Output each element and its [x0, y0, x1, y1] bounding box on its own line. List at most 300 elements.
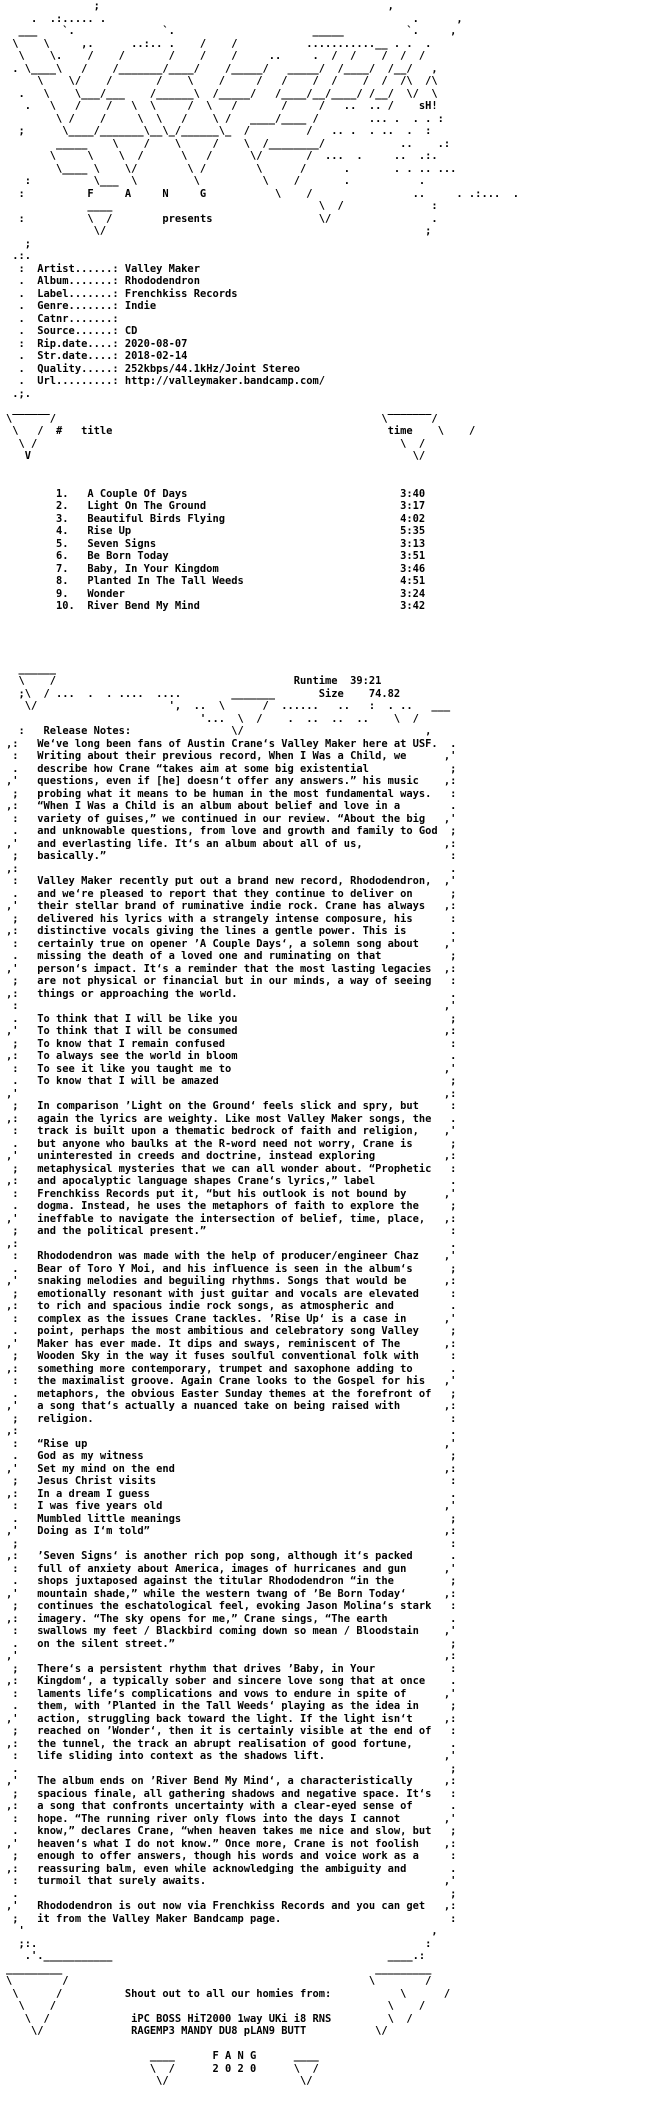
ascii-art: \ / [6, 2062, 213, 2075]
ascii-art: . [437, 1675, 457, 1687]
ascii-art: \ / \ / [6, 1975, 432, 1987]
ascii-art [6, 525, 56, 537]
release-notes-line: heaven‘s what I do not know.” Once more, Crane is not foolish [37, 1837, 438, 1850]
ascii-art: : [6, 1000, 38, 1012]
release-notes-line: missing the death of a loved one and ruminating on that [37, 950, 438, 962]
track-number: 5. [56, 537, 88, 550]
release-notes-line: In comparison ’Light on the Ground‘ feels slick and spry, but [37, 1100, 438, 1112]
ascii-art: : [6, 725, 44, 737]
ascii-art: ;\ / ... . . .... .... _______ Size [6, 687, 369, 700]
ascii-art: \ / \ / [6, 2000, 426, 2012]
release-notes-line: basically.” [37, 850, 438, 862]
ascii-art: ,: [437, 1087, 457, 1100]
tracklist-title-header: title [81, 425, 332, 437]
ascii-art: _________ _________ [6, 1962, 432, 1975]
ascii-art: ,: [6, 1050, 38, 1062]
ascii-art: ,: [437, 1837, 457, 1850]
ascii-art: ____ \ / : [6, 200, 438, 212]
ascii-art: ,' [437, 1312, 457, 1325]
ascii-art: ,' [6, 1400, 38, 1412]
ascii-art: . \____\ / /_______/____/ /_____/ _____/ /____/ /__/ , [6, 62, 438, 75]
ascii-art: ,' [6, 1462, 38, 1475]
ascii-art: \ / \ / [6, 437, 426, 450]
ascii-art: ,: [6, 800, 38, 812]
tracklist-time-header: time [387, 425, 413, 437]
ascii-art: \/ . [212, 212, 438, 225]
release-notes-line: I was five years old [37, 1500, 438, 1512]
ascii-art: ; [437, 1450, 457, 1462]
ascii-art: ,' [6, 1150, 38, 1162]
ascii-art: . [437, 1050, 457, 1062]
ascii-art: ,' [437, 1750, 457, 1762]
release-notes-line: and everlasting life. It‘s an album about all of us, [37, 837, 438, 850]
track-title: A Couple Of Days [87, 487, 401, 500]
ascii-art: ,: [437, 962, 457, 975]
release-notes-line: life sliding into context as the shadows lift. [37, 1750, 438, 1762]
ascii-art: . [437, 737, 457, 750]
ascii-art: : [437, 1600, 457, 1612]
ascii-art: ; [437, 1012, 457, 1025]
release-notes-line: To know that I will be amazed [37, 1075, 438, 1087]
ascii-art: ; [6, 1725, 38, 1737]
release-notes-line: religion. [37, 1412, 438, 1425]
ascii-art: . [6, 1137, 38, 1150]
ascii-art: \ / .. . .:... . [206, 187, 519, 200]
release-notes-line: shops juxtaposed against the titular Rhododendron “in the [37, 1575, 438, 1587]
ascii-art: : [437, 1787, 457, 1800]
ascii-art: ,' [437, 937, 457, 950]
ascii-art: \/ ', .. \ / ...... .. : . .. ___ [6, 700, 451, 712]
ascii-art: . [437, 1862, 457, 1875]
ascii-art: : [6, 1375, 38, 1387]
ascii-art: . [6, 1700, 38, 1712]
ascii-art: ; [6, 1912, 38, 1925]
ascii-art: : [6, 1687, 38, 1700]
ascii-art: ; [6, 787, 38, 800]
ascii-art: ,' [6, 962, 38, 975]
ascii-art: : [437, 1850, 457, 1862]
ascii-art: . [437, 1800, 457, 1812]
ascii-art: : [6, 1750, 38, 1762]
footer-year: 2 0 2 0 [212, 2062, 257, 2075]
ascii-art: . [6, 1387, 38, 1400]
release-notes-line: metaphysical mysteries that we can all wonder about. “Prophetic [37, 1162, 438, 1175]
track-time: 5:35 [400, 525, 426, 537]
ascii-art: ; [437, 1512, 457, 1525]
ascii-art: . [6, 1887, 38, 1900]
ascii-art: \ / [256, 2062, 319, 2075]
ascii-art: . [6, 1637, 38, 1650]
ascii-art: ; [6, 975, 38, 987]
release-notes-line [37, 863, 437, 875]
ascii-art: \ / [6, 425, 57, 437]
release-notes-title: Release Notes: [43, 725, 132, 737]
footer-group: F A N G [212, 2050, 257, 2062]
ascii-art: ; [437, 1637, 457, 1650]
release-notes-line: point, perhaps the most ambitious and celebratory song Valley [37, 1325, 438, 1337]
ascii-art: ,' [6, 1025, 38, 1037]
ascii-art: : [6, 1562, 38, 1575]
ascii-art: ,' [437, 1687, 457, 1700]
release-notes-line: and apocalyptic language shapes Crane‘s lyrics,” label [37, 1175, 438, 1187]
ascii-art: ; [437, 950, 457, 962]
ascii-art: . [437, 1550, 457, 1562]
ascii-art: \/ \/ [6, 2075, 313, 2087]
release-notes-line: Mumbled little meanings [37, 1512, 438, 1525]
ascii-art: ,: [6, 1487, 38, 1500]
track-title: River Bend My Mind [87, 600, 401, 612]
track-number: 7. [56, 562, 88, 575]
ascii-art: ,: [437, 1400, 457, 1412]
ascii-art: : \ / [6, 212, 163, 225]
ascii-art: . [6, 762, 38, 775]
ascii-art [6, 588, 56, 600]
ascii-art: ,: [6, 737, 38, 750]
ascii-art: . [437, 1487, 457, 1500]
track-title: Rise Up [87, 525, 401, 537]
ascii-art: ,: [437, 1900, 457, 1912]
ascii-art: ,' [6, 1587, 38, 1600]
ascii-art: . [6, 375, 38, 387]
track-number: 10. [56, 600, 88, 612]
ascii-art: . [6, 1762, 38, 1775]
ascii-art: : \___ \ \ \ / . . [6, 175, 426, 187]
track-time: 3:42 [400, 600, 426, 612]
ascii-art: \____ \ \/ \ / \ / . . . .. ... [6, 162, 457, 175]
release-notes-line: emotionally resonant with just guitar and vocals are elevated [37, 1287, 438, 1300]
ascii-art: \ \/ / / \ / / / / / / / /\ /\ [6, 75, 438, 87]
ascii-art: : [437, 1287, 457, 1300]
release-notes-line: metaphors, the obvious Easter Sunday themes at the forefront of [37, 1387, 438, 1400]
ascii-art: ; [437, 825, 457, 837]
release-notes-line: reassuring balm, even while acknowledging the ambiguity and [37, 1862, 438, 1875]
release-notes-line: imagery. “The sky opens for me,” Crane sings, “The earth [37, 1612, 438, 1625]
release-notes-line: snaking melodies and beguiling rhythms. Songs that would be [37, 1275, 438, 1287]
ascii-art: . [437, 1612, 457, 1625]
ascii-art: ,: [437, 1525, 457, 1537]
meta-label-artist: Artist......: [37, 262, 125, 275]
ascii-art: ,: [437, 1275, 457, 1287]
ascii-art: ; [6, 1475, 38, 1487]
ascii-art [6, 513, 56, 525]
track-number: 8. [56, 575, 88, 587]
release-notes-line: again the lyrics are weighty. Like most Valley Maker songs, the [37, 1112, 438, 1125]
ascii-art: ,' [437, 1437, 457, 1450]
ascii-art: ; [6, 850, 38, 862]
ascii-art: ; [6, 1412, 38, 1425]
release-notes-line: To think that I will be consumed [37, 1025, 438, 1037]
ascii-art: ; [437, 1825, 457, 1837]
release-notes-line: are not physical or financial but in our minds, a way of seeing [37, 975, 438, 987]
ascii-art: ,' [437, 1125, 457, 1137]
ascii-art: \‾‾‾‾‾‾/ \‾‾‾‾‾‾‾/ [6, 412, 438, 425]
release-notes-line: hope. “The running river only flows into the days I cannot [37, 1812, 438, 1825]
ascii-art: .;. [6, 387, 32, 400]
ascii-art: . [437, 800, 457, 812]
ascii-art: ,: [6, 1737, 38, 1750]
release-notes-line: Wooden Sky in the way it fuses soulful conventional folk with [37, 1350, 438, 1362]
ascii-art: ,' [6, 1525, 38, 1537]
ascii-art: ,: [437, 1650, 457, 1662]
release-notes-line: probing what it means to be human in the most fundamental ways. [37, 787, 438, 800]
release-notes-line: In a dream I guess [37, 1487, 438, 1500]
ascii-art: ,: [6, 1237, 38, 1250]
release-notes-line: know,” declares Crane, “when heaven takes me nice and slow, but [37, 1825, 438, 1837]
meta-label-source: Source......: [37, 325, 125, 337]
ascii-art: . [437, 1175, 457, 1187]
ascii-art: . [6, 1325, 38, 1337]
ascii-art: ,' [6, 775, 38, 787]
ascii-art: ,' [6, 1275, 38, 1287]
ascii-art: ,' [437, 1250, 457, 1262]
ascii-art: . [6, 1012, 38, 1025]
ascii-art: ,: [6, 1425, 38, 1437]
ascii-art: : [437, 1537, 457, 1550]
ascii-art [6, 575, 56, 587]
ascii-art: ; [6, 1850, 38, 1862]
release-notes-line: something more contemporary, trumpet and saxophone adding to [37, 1362, 438, 1375]
release-notes-line [37, 1425, 437, 1437]
tag-text: sH! [418, 100, 438, 112]
ascii-art: ,: [6, 862, 38, 875]
meta-url: http://valleymaker.bandcamp.com/ [124, 375, 326, 387]
track-time: 3:51 [400, 550, 426, 562]
release-notes-line: things or approaching the world. [37, 987, 438, 1000]
ascii-art: . [6, 1450, 38, 1462]
ascii-art: ; [437, 762, 457, 775]
release-notes-line [37, 1088, 437, 1100]
ascii-art: . [6, 1575, 38, 1587]
ascii-art: ,' [437, 812, 457, 825]
meta-quality: 252kbps/44.1kHz/Joint Stereo [124, 362, 301, 375]
ascii-art: ,: [6, 1300, 38, 1312]
release-notes-line: complex as the issues Crane tackles. ’Rise Up‘ is a case in [37, 1312, 438, 1325]
ascii-art: : [437, 1662, 457, 1675]
ascii-art: . [6, 325, 38, 337]
ascii-art: ; [6, 1287, 38, 1300]
ascii-art: ; [437, 1887, 457, 1900]
track-number: 3. [56, 512, 88, 525]
release-notes-line: Kingdom‘, a typically sober and sincere love song that at once [37, 1675, 438, 1687]
ascii-art: ,: [437, 1150, 457, 1162]
release-notes-line: ’Seven Signs‘ is another rich pop song, although it‘s packed [37, 1550, 438, 1562]
release-notes-line: describe how Crane “takes aim at some big existential [37, 762, 438, 775]
release-notes-line: track is built upon a thematic bedrock of faith and religion, [37, 1125, 438, 1137]
shoutout-groups-2: RAGEMP3 MANDY DU8 pLAN9 BUTT [131, 2025, 307, 2037]
meta-str-date: 2018-02-14 [124, 350, 188, 362]
ascii-art: \/ ; [6, 225, 432, 237]
ascii-art: . [437, 1237, 457, 1250]
release-notes-line: but anyone who baulks at the R-word need not worry, Crane is [37, 1137, 438, 1150]
ascii-art: '... \ / . .. .. .. \ / [6, 712, 419, 725]
ascii-art: \/ [6, 2025, 132, 2037]
ascii-art: \/ , [131, 725, 432, 737]
ascii-art: ,: [437, 1712, 457, 1725]
ascii-art: \ / [331, 1987, 451, 2000]
ascii-art: ,' [6, 1900, 38, 1912]
ascii-art: ' , [6, 1925, 438, 1937]
ascii-art: : [6, 1500, 38, 1512]
release-notes-line: The album ends on ’River Bend My Mind‘, a characteristically [37, 1775, 438, 1787]
ascii-art: . [6, 950, 38, 962]
ascii-art: ; [6, 1787, 38, 1800]
ascii-art: ,: [6, 1175, 38, 1187]
ascii-art: : [437, 1100, 457, 1112]
release-notes-line: it from the Valley Maker Bandcamp page. [37, 1912, 438, 1925]
track-title: Planted In The Tall Weeds [87, 575, 401, 587]
ascii-art: ; [6, 1037, 38, 1050]
ascii-art: . [6, 287, 38, 300]
ascii-art: ,' [6, 1087, 38, 1100]
ascii-art: ___ `. `. _____ `. , [6, 25, 457, 37]
ascii-art [331, 425, 387, 437]
ascii-art: ______ [6, 662, 369, 675]
meta-label-quality: Quality.....: [37, 362, 125, 375]
ascii-art: ; [6, 1350, 38, 1362]
release-notes-line: variety of guises,” we continued in our review. “About the big [37, 812, 438, 825]
release-notes-line: Maker has ever made. It dips and sways, reminiscent of The [37, 1337, 438, 1350]
ascii-art: . [6, 312, 38, 325]
track-time: 3:17 [400, 500, 426, 512]
ascii-art: \/ [306, 2025, 388, 2037]
release-notes-line: uninterested in creeds and doctrine, instead exploring [37, 1150, 438, 1162]
ascii-art: : [6, 262, 38, 275]
ascii-art [6, 500, 56, 512]
ascii-art: \ / [6, 1987, 125, 2000]
release-notes-line: person‘s impact. It‘s a reminder that the most lasting legacies [37, 962, 438, 975]
meta-album: Rhododendron [124, 275, 200, 287]
track-title: Wonder [87, 587, 401, 600]
release-notes-line: Valley Maker recently put out a brand new record, Rhododendron, [37, 875, 438, 887]
ascii-art: _____ \ / \ / \ /________/ .. .: [6, 137, 451, 150]
ascii-art: ,: [6, 1862, 38, 1875]
ascii-art: : [437, 1350, 457, 1362]
ascii-art: ____ [256, 2050, 319, 2062]
ascii-art: \ / [6, 2012, 132, 2025]
release-notes-line: Writing about their previous record, When I Was a Child, we [37, 750, 438, 762]
release-notes-line: swallows my feet / Blackbird coming down so mean / Bloodstain [37, 1625, 438, 1637]
ascii-art: . [6, 1075, 38, 1087]
ascii-art: ; [437, 1762, 457, 1775]
release-notes-line: “Rise up [37, 1437, 438, 1450]
ascii-art: ; [437, 1387, 457, 1400]
ascii-art: . [6, 825, 38, 837]
ascii-art: : [6, 1812, 38, 1825]
ascii-art: ,' [6, 1337, 38, 1350]
meta-rip-date: 2020-08-07 [124, 337, 188, 350]
ascii-art: .:. [6, 250, 32, 262]
ascii-art: ; [6, 1537, 38, 1550]
track-number: 6. [56, 550, 88, 562]
meta-genre: Indie [124, 300, 157, 312]
release-notes-line: Jesus Christ visits [37, 1475, 438, 1487]
ascii-art: ,: [437, 1025, 457, 1037]
ascii-art: ,: [437, 1775, 457, 1787]
ascii-art: : [437, 850, 457, 862]
track-title: Light On The Ground [87, 500, 401, 512]
track-time: 4:51 [400, 575, 426, 587]
ascii-art: ; [6, 1162, 38, 1175]
ascii-art [6, 563, 56, 575]
ascii-art: ,' [6, 1837, 38, 1850]
ascii-art: . [437, 1362, 457, 1375]
ascii-art: ,' [437, 1187, 457, 1200]
track-time: 3:24 [400, 587, 426, 600]
ascii-art: : [6, 875, 38, 887]
ascii-art [6, 488, 56, 500]
ascii-art: : [437, 1725, 457, 1737]
presents-text: presents [162, 212, 213, 225]
release-notes-line: questions, even if [he] doesn‘t offer any answers.” his music [37, 775, 438, 787]
ascii-art: ,: [6, 1112, 38, 1125]
release-notes-line: turmoil that surely awaits. [37, 1875, 438, 1887]
ascii-art: ,' [6, 1650, 38, 1662]
ascii-art: . \ / / \ \ / \ / / / .. .. / [6, 100, 419, 112]
release-notes-line: them, with ’Planted in the Tall Weeds‘ playing as the idea in [37, 1700, 438, 1712]
ascii-art: ,: [437, 900, 457, 912]
meta-label-catnr: Catnr.......: [37, 312, 125, 325]
track-title: Baby, In Your Kingdom [87, 562, 401, 575]
ascii-art: ; [6, 237, 32, 250]
ascii-art: ,' [437, 1812, 457, 1825]
ascii-art: ; [437, 1575, 457, 1587]
release-notes-line: God as my witness [37, 1450, 438, 1462]
release-notes-line: reached on ’Wonder‘, then it is certainly visible at the end of [37, 1725, 438, 1737]
release-notes-line: Bear of Toro Y Moi, and his influence is seen in the album‘s [37, 1262, 438, 1275]
ascii-art: . [6, 350, 38, 362]
track-time: 4:02 [400, 512, 426, 525]
ascii-art: . [6, 1512, 38, 1525]
ascii-art: ,: [6, 1612, 38, 1625]
release-notes-line: on the silent street.” [37, 1637, 438, 1650]
release-notes-line: spacious finale, all gathering shadows and negative space. It‘s [37, 1787, 438, 1800]
ascii-art: : [437, 1037, 457, 1050]
ascii-art: ; [437, 1700, 457, 1712]
ascii-art: ,: [437, 775, 457, 787]
release-notes-line: delivered his lyrics with a strangely intense composure, his [37, 912, 438, 925]
ascii-art: ;:. : [6, 1937, 432, 1950]
ascii-art: ; [6, 1662, 38, 1675]
size-value: 74.82 [368, 687, 401, 700]
ascii-art: ,: [437, 1462, 457, 1475]
ascii-art: ; [437, 887, 457, 900]
ascii-art: ,' [6, 900, 38, 912]
ascii-art: : [437, 1225, 457, 1237]
ascii-art: ; [437, 1262, 457, 1275]
ascii-art: ; [6, 1600, 38, 1612]
release-notes-line: dogma. Instead, he uses the metaphors of faith to explore the [37, 1200, 438, 1212]
ascii-art: ,: [6, 1362, 38, 1375]
ascii-art: . [6, 362, 38, 375]
shoutout-groups-1: iPC BOSS HiT2000 1way UKi i8 RNS [131, 2012, 332, 2025]
release-notes-line: We‘ve long been fans of Austin Crane‘s Valley Maker here at USF. [37, 737, 438, 750]
track-number: 1. [56, 487, 88, 500]
release-notes-line: and the political present.” [37, 1225, 438, 1237]
ascii-art: .'.___________ ____.: [6, 1950, 426, 1962]
ascii-art: ,: [6, 987, 38, 1000]
shoutout-title: Shout out to all our homies from: [124, 1987, 332, 2000]
release-notes-line: ineffable to navigate the intersection of belief, time, place, [37, 1212, 438, 1225]
ascii-art: . [6, 1262, 38, 1275]
ascii-art: : [6, 1187, 38, 1200]
ascii-art: ,' [437, 1000, 457, 1012]
meta-label-url: Url.........: [37, 375, 125, 387]
ascii-art: ,: [6, 1800, 38, 1812]
release-notes-line [37, 1650, 437, 1662]
ascii-art: . \ \___/___ /______\ /_____/ /____/__/____/ /__/ \/ \ [6, 87, 438, 100]
meta-artist: Valley Maker [124, 262, 200, 275]
ascii-art [6, 538, 56, 550]
